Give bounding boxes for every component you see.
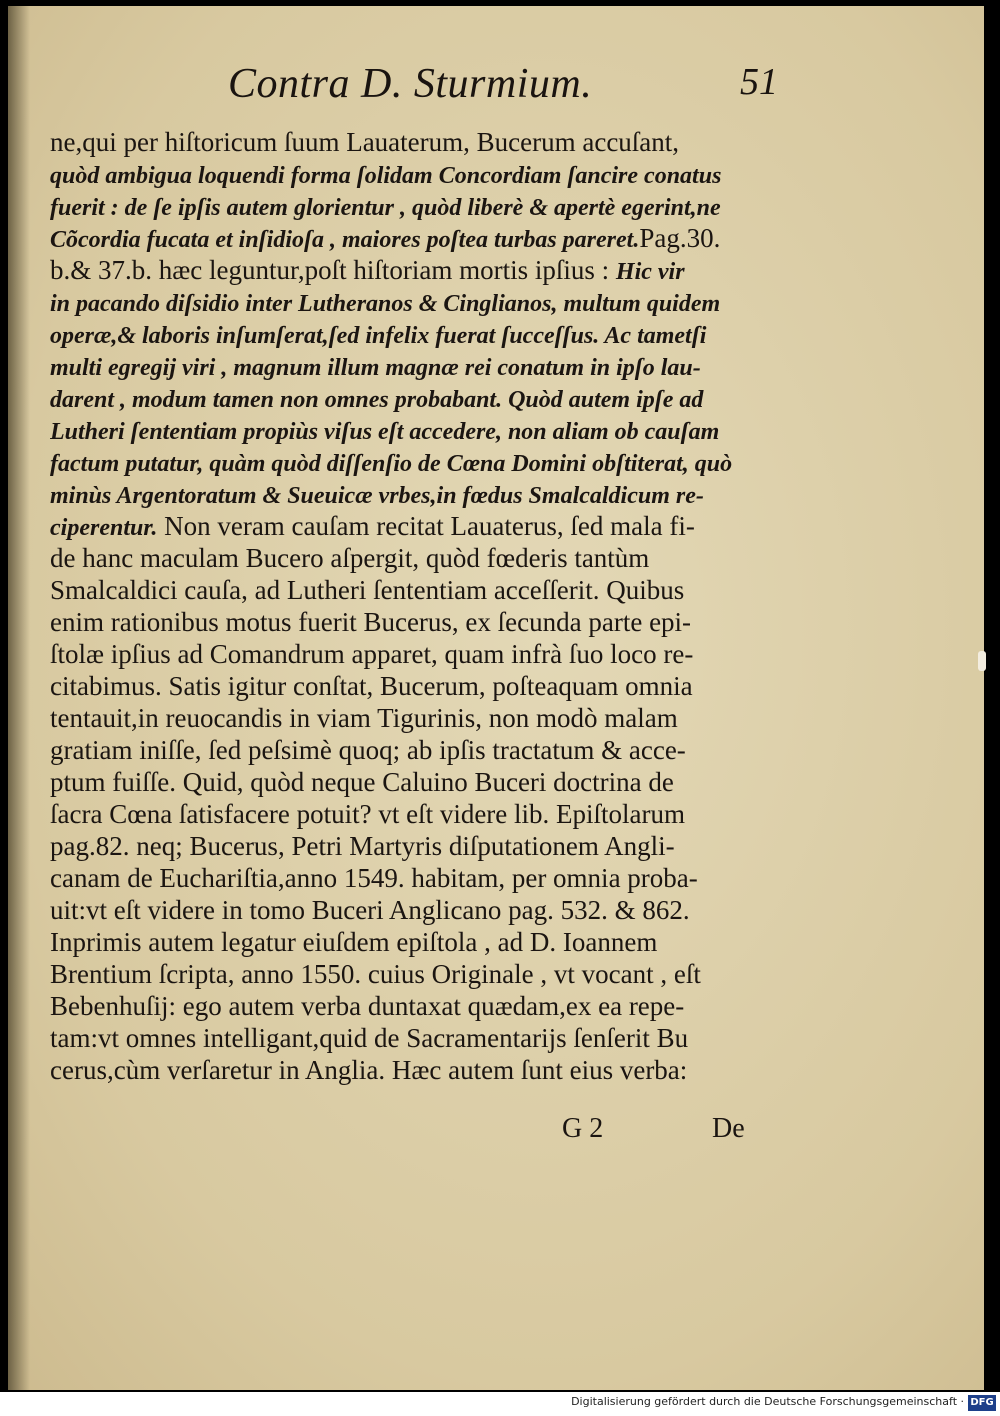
text-line — [50, 798, 770, 830]
text-line — [50, 990, 770, 1022]
text-line — [50, 1054, 770, 1086]
roman-segment: Pag.30. — [639, 223, 721, 253]
italic-segment: factum putatur, quàm quòd diſſenſio de Cœna Domini obſtiterat, quò — [50, 451, 733, 477]
dfg-logo: DFG — [968, 1395, 996, 1411]
binding-shadow — [8, 6, 30, 1390]
italic-segment: operæ,& laboris inſumſerat,ſed infelix fuerat ſucceſſus. Ac tametſi — [50, 323, 707, 349]
text-line — [50, 414, 770, 446]
text-line — [50, 510, 770, 542]
text-line — [50, 158, 770, 190]
text-line — [50, 894, 770, 926]
roman-segment: Brentium ſcripta, anno 1550. cuius Originale , vt vocant , eſt — [50, 959, 701, 989]
italic-segment: Lutheri ſententiam propiùs viſus eſt accedere, non aliam ob cauſam — [50, 419, 720, 445]
roman-segment: Smalcaldici cauſa, ad Lutheri ſententiam acceſſerit. Quibus — [50, 575, 685, 605]
roman-segment: uit:vt eſt videre in tomo Buceri Anglicano pag. 532. & 862. — [50, 895, 690, 925]
text-line — [50, 926, 770, 958]
text-line — [50, 126, 770, 158]
text-line — [50, 478, 770, 510]
footer-bar — [0, 1392, 1000, 1416]
italic-segment: minùs Argentoratum & Sueuicæ vrbes,in fœdus Smalcaldicum re- — [50, 483, 704, 509]
text-line — [50, 318, 770, 350]
roman-segment: cerus,cùm verſaretur in Anglia. Hæc autem ſunt eius verba: — [50, 1055, 688, 1085]
italic-segment: Cõcordia fucata et inſidioſa , maiores poſtea turbas pareret. — [50, 227, 640, 253]
roman-segment: enim rationibus motus fuerit Bucerus, ex ſecunda parte epi- — [50, 607, 692, 637]
roman-segment: Bebenhuſij: ego autem verba duntaxat quædam,ex ea repe- — [50, 991, 685, 1021]
text-line — [50, 638, 770, 670]
italic-segment: darent , modum tamen non omnes probabant. Quòd autem ipſe ad — [50, 387, 704, 413]
digitization-credit: Digitalisierung gefördert durch die Deutsche Forschungsgemeinschaft · — [571, 1395, 964, 1408]
italic-segment: ciperentur. — [50, 515, 158, 541]
running-title: Contra D. Sturmium. — [228, 61, 593, 107]
italic-segment: fuerit : de ſe ipſis autem glorientur , quòd liberè & apertè egerint,ne — [50, 195, 721, 221]
text-line — [50, 830, 770, 862]
italic-segment: multi egregij viri , magnum illum magnæ rei conatum in ipſo lau- — [50, 355, 701, 381]
roman-segment: ptum fuiſſe. Quid, quòd neque Caluino Buceri doctrina de — [50, 767, 674, 797]
text-line — [50, 734, 770, 766]
roman-segment: Inprimis autem legatur eiuſdem epiſtola , ad D. Ioannem — [50, 927, 658, 957]
text-line — [50, 542, 770, 574]
roman-segment: gratiam iniſſe, ſed peſsimè quoq; ab ipſis tractatum & acce- — [50, 735, 686, 765]
body-text — [50, 126, 770, 1086]
text-line — [50, 446, 770, 478]
text-line — [50, 222, 770, 254]
text-line — [50, 670, 770, 702]
text-line — [50, 958, 770, 990]
roman-segment: ne,qui per hiſtoricum ſuum Lauaterum, Bucerum accuſant, — [50, 127, 680, 157]
roman-segment: de hanc maculam Bucero aſpergit, quòd fœderis tantùm — [50, 543, 650, 573]
page-number: 51 — [740, 61, 778, 103]
catchword: De — [712, 1113, 745, 1144]
roman-segment: pag.82. neq; Bucerus, Petri Martyris diſputationem Angli- — [50, 831, 675, 861]
italic-segment: in pacando diſsidio inter Lutheranos & Cinglianos, multum quidem — [50, 291, 721, 317]
text-line — [50, 1022, 770, 1054]
roman-segment: Non veram cauſam recitat Lauaterus, ſed mala fi- — [157, 511, 695, 541]
italic-segment: Hic vir — [615, 259, 685, 285]
text-line — [50, 382, 770, 414]
text-line — [50, 286, 770, 318]
text-line — [50, 862, 770, 894]
signature-mark: G 2 — [562, 1113, 604, 1144]
italic-segment: quòd ambigua loquendi forma ſolidam Concordiam ſancire conatus — [50, 163, 722, 189]
text-line — [50, 190, 770, 222]
roman-segment: tam:vt omnes intelligant,quid de Sacramentarijs ſenſerit Bu — [50, 1023, 689, 1053]
book-page — [8, 6, 984, 1390]
roman-segment: citabimus. Satis igitur conſtat, Bucerum, poſteaquam omnia — [50, 671, 693, 701]
text-line — [50, 702, 770, 734]
text-line — [50, 254, 770, 286]
text-line — [50, 350, 770, 382]
text-line — [50, 766, 770, 798]
text-line — [50, 606, 770, 638]
page-header — [228, 60, 788, 120]
text-line — [50, 574, 770, 606]
page-edge-mark — [978, 651, 986, 671]
roman-segment: ſacra Cœna ſatisfacere potuit? vt eſt videre lib. Epiſtolarum — [50, 799, 686, 829]
roman-segment: b.& 37.b. hæc leguntur,poſt hiſtoriam mortis ipſius : — [50, 255, 616, 285]
roman-segment: ſtolæ ipſius ad Comandrum apparet, quam infrà ſuo loco re- — [50, 639, 694, 669]
roman-segment: tentauit,in reuocandis in viam Tigurinis, non modò malam — [50, 703, 678, 733]
roman-segment: canam de Euchariſtia,anno 1549. habitam, per omnia proba- — [50, 863, 698, 893]
